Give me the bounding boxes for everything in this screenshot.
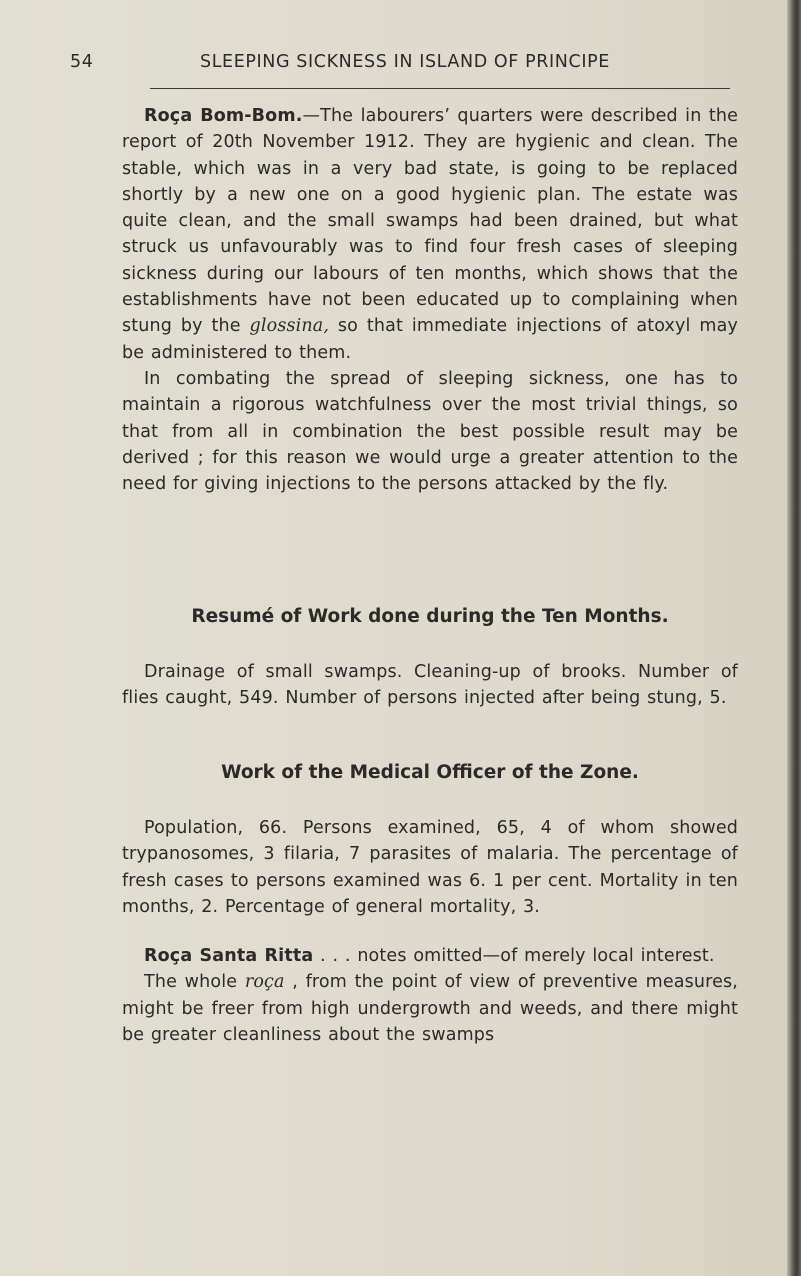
section-roca-santa-ritta xyxy=(122,943,738,1048)
running-title: SLEEPING SICKNESS IN ISLAND OF PRINCIPE xyxy=(200,52,610,72)
term-glossina: glossina, xyxy=(249,316,330,337)
section-medical-officer xyxy=(122,815,738,920)
heading-resume: Resumé of Work done during the Ten Months. xyxy=(191,606,669,627)
term-roca: roça xyxy=(244,972,285,993)
section-roca-bom-bom xyxy=(122,103,738,497)
running-head xyxy=(70,52,730,76)
lead-roca-bom-bom: Roça Bom-Bom. xyxy=(144,106,303,126)
paragraph-medical-officer: Population, 66. Persons examined, 65, 4 of whom showed trypanosomes, 3 filaria, 7 parasites of malaria. The percentage of fresh cases to persons examined was 6. 1 per cent. Mortality in ten months, 2. Percentage of general mortality, 3. xyxy=(122,818,738,917)
paragraph-santa-ritta-2: The whole roça , from the point of view of preventive measures, might be freer from high undergrowth and weeds, and there might be greater cleanliness about the swamps xyxy=(122,972,738,1045)
paragraph-bom-bom-2: In combating the spread of sleeping sickness, one has to maintain a rigorous watchfulness over the most trivial things, so that from all in combination the best possible result may be derived ; for this reason we would urge a greater attention to the need for giving injections to the persons attacked by the fly. xyxy=(122,368,738,495)
section-resume xyxy=(122,659,738,712)
page-number: 54 xyxy=(70,52,94,72)
lead-roca-santa-ritta: Roça Santa Ritta xyxy=(144,946,314,966)
header-rule xyxy=(150,88,730,89)
paragraph-resume: Drainage of small swamps. Cleaning-up of brooks. Number of flies caught, 549. Number of persons injected after being stung, 5. xyxy=(122,662,738,709)
paragraph-bom-bom-1: Roça Bom-Bom.—The labourers’ quarters were described in the report of 20th November 1912. They are hygienic and clean. The stable, which was in a very bad state, is going to be replaced shortly by a new one on a good hygienic plan. The estate was quite clean, and the small swamps had been drained, but what struck us unfavourably was to find four fresh cases of sleeping sickness during our labours of ten months, which shows that the establishments have not been educated up to complaining when stung by the glossina, so that immediate injections of atoxyl may be administered to them. xyxy=(122,106,739,363)
heading-medical-officer: Work of the Medical Officer of the Zone. xyxy=(221,762,639,783)
book-binding-edge xyxy=(787,0,801,1276)
paragraph-santa-ritta-1: Roça Santa Ritta . . . notes omitted—of merely local interest. xyxy=(144,946,715,966)
